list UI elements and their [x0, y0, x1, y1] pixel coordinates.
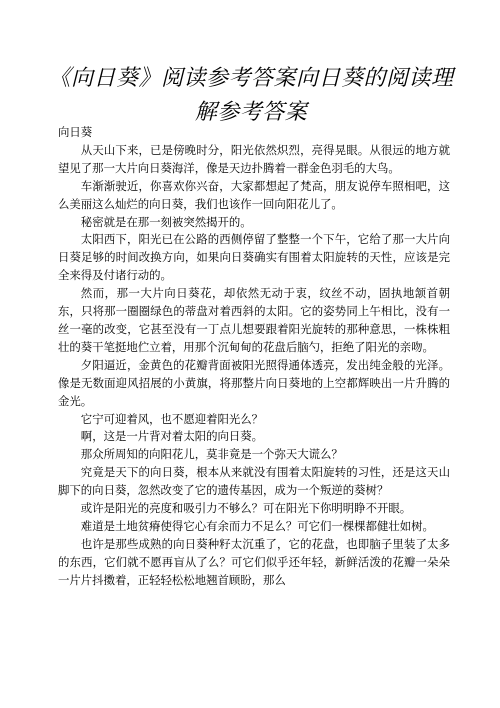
paragraph: 它宁可迎着风，也不愿迎着阳光么？	[80, 411, 264, 426]
paragraph: 夕阳逼近，金黄色的花瓣背面被阳光照得通体透亮，发出纯金般的光泽。像是无数面迎风招展的小黄旗，将那整片向日葵地的上空都辉映出一片升腾的金光。	[58, 357, 450, 408]
paragraph: 究竟是天下的向日葵，根本从来就没有围着太阳旋转的习性，还是这天山脚下的向日葵，忽然改变了它的遗传基因，成为一个叛逆的葵树？	[58, 465, 450, 498]
paragraph: 啊，这是一片背对着太阳的向日葵。	[80, 429, 264, 444]
section-subtitle: 向日葵	[58, 125, 93, 139]
paragraph: 然而，那一大片向日葵花，却依然无动于衷，纹丝不动，固执地颔首朝东，只将那一圈圈绿色的蒂盘对着西斜的太阳。它的姿势同上午相比，没有一丝一毫的改变，它甚至没有一丁点儿想要跟着阳光旋转的那种意思，一株株粗壮的葵干笔挺地伫立着，用那个沉甸甸的花盘后脑勺，拒绝了阳光的亲吻。	[58, 286, 450, 354]
document-title: 《向日葵》阅读参考答案向日葵的阅读理解参考答案	[48, 66, 454, 125]
paragraph: 从天山下来，已是傍晚时分，阳光依然炽烈，亮得晃眼。从很远的地方就望见了那一大片向日葵海洋，像是天边扑腾着一群金色羽毛的大鸟。	[58, 142, 450, 175]
document-body	[58, 124, 450, 590]
paragraph: 车渐渐驶近，你喜欢你兴奋，大家都想起了梵高，朋友说停车照相吧，这么美丽这么灿烂的向日葵，我们也该作一回向阳花儿了。	[58, 178, 450, 211]
paragraph: 太阳西下，阳光已在公路的西侧停留了整整一个下午，它给了那一大片向日葵足够的时间改换方向，如果向日葵确实有围着太阳旋转的天性，应该是完全来得及付诸行动的。	[58, 232, 450, 283]
paragraph: 那众所周知的向阳花儿，莫非竟是一个弥天大谎么？	[80, 447, 343, 462]
paragraph: 也许是那些成熟的向日葵种籽太沉重了，它的花盘，也即脑子里装了太多的东西，它们就不愿再盲从了么？可它们似乎还年轻，新鲜活泼的花瓣一朵朵一片片抖擞着，正轻轻松松地翘首顾盼，那么	[58, 536, 450, 587]
paragraph: 难道是土地贫瘠使得它心有余而力不足么？可它们一棵棵都健壮如树。	[80, 518, 434, 533]
paragraph: 秘密就是在那一刻被突然揭开的。	[80, 214, 252, 229]
paragraph: 或许是阳光的亮度和吸引力不够么？可在阳光下你明明睁不开眼。	[80, 501, 412, 516]
